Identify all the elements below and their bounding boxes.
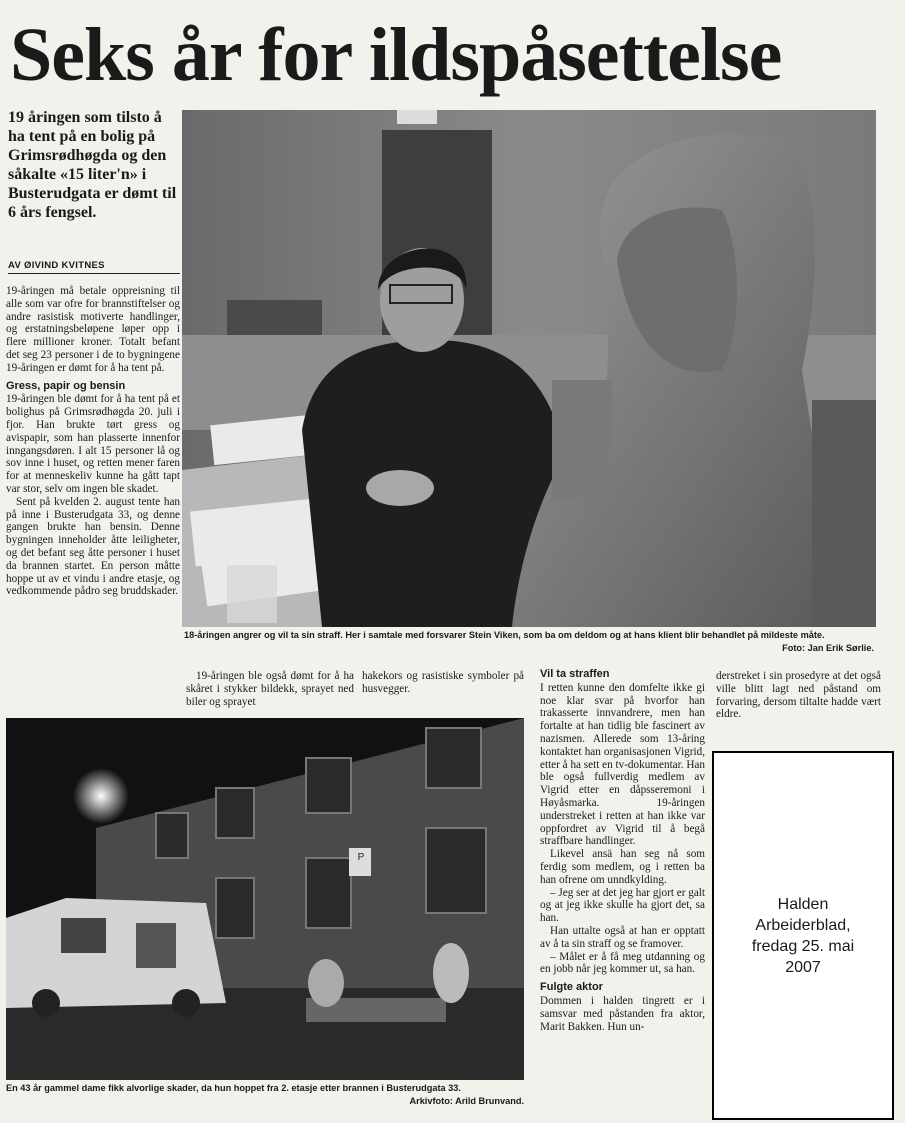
headline: Seks år for ildspåsettelse	[10, 13, 782, 97]
subhead-vil-ta-straffen: Vil ta straffen	[540, 668, 610, 680]
intro-paragraph: 19-åringen må betale oppreisning til alle som var ofre for brannstiftelser og andre rasistisk motiverte handlinger, og erstatningsbeløpene løper opp i flere millioner kroner. Totalt befant det seg 23 personer i de to bygningene 19-åringen er dømt for å ha tent på.	[6, 285, 180, 374]
sign-label: P	[357, 852, 365, 863]
body-paragraph: Likevel ansä han seg nå som ferdig som medlem, og i retten ba han ofrene om unndkylding.	[540, 848, 705, 886]
body-paragraph: derstreket i sin prosedyre at det også ville blitt lagt ned påstand om forvaring, dersom tiltalte hadde vært eldre.	[716, 670, 881, 721]
subhead-gress: Gress, papir og bensin	[6, 379, 126, 392]
source-line: 2007	[785, 958, 821, 976]
subhead-fulgte-aktor: Fulgte aktor	[540, 981, 603, 994]
byline: AV ØIVIND KVITNES	[8, 260, 180, 274]
body-paragraph: Han uttalte også at han er opptatt av å ta sin straff og se framover.	[540, 924, 705, 950]
body-paragraph: – Jeg ser at det jeg har gjort er galt og at jeg ikke skulle ha gjort det, sa han.	[540, 886, 706, 925]
source-line: Halden	[777, 895, 829, 913]
photo-credit: Arkivfoto: Arild Brunvand.	[409, 1096, 524, 1106]
source-line: Arbeiderblad,	[755, 916, 851, 934]
photo-caption	[6, 1083, 524, 1094]
column-3	[362, 670, 524, 696]
body-paragraph: 19-åringen ble dømt for å ha tent på et bolighus på Grimsrødhøgda 20. juli i fjor. Han brukte tørt gress og avispapir, som han plasserte innenfor inngangsdøren. I alt 15 personer lå og sov inne i huset, og retten mener faren for at menneskeliv kunne ha gått tapt var stor, selv om ingen ble skadet.	[6, 393, 180, 495]
column-4	[540, 668, 705, 1033]
photo-credit: Foto: Jan Erik Sørlie.	[782, 643, 874, 653]
caption-text: En 43 år gammel dame fikk alvorlige skader, da hun hoppet fra 2. etasje etter brannen i Busterudgata 33.	[6, 1083, 461, 1093]
body-paragraph: 19-åringen ble også dømt for å ha skåret i stykker bildekk, sprayet ned biler og sprayet	[186, 670, 354, 708]
photo-caption	[184, 630, 874, 641]
source-text	[723, 894, 883, 978]
caption-text: 18-åringen angrer og vil ta sin straff. Her i samtale med forsvarer Stein Viken, som ba om deldom og at hans klient blir behandlet på mildeste måte.	[184, 630, 825, 640]
body-paragraph: I retten kunne den domfelte ikke gi noe klar svar på hvorfor han trakasserte innvandrere, men han fortalte at han tidlig ble fascinert av nazismen. Allerede som 13-åring kontaktet han organisasjonen Vigrid, etter å ha sett en tv-dokumentar. Han ble også fullverdig medlem av Vigrid etter en dåpsseremoni i Høyåsmarka. 19-åringen understreket i retten at han ikke var oppfordret av Vigrid til å begå straffbare handlinger.	[540, 681, 705, 848]
body-paragraph: hakekors og rasistiske symboler på husvegger.	[362, 670, 524, 695]
building-photo	[6, 718, 524, 1080]
source-box	[712, 751, 894, 1120]
column-2	[186, 670, 354, 708]
column-5	[716, 670, 881, 721]
body-paragraph: – Målet er å få meg utdanning og en jobb når jeg kommer ut, sa han.	[540, 950, 705, 976]
source-line: fredag 25. mai	[751, 937, 855, 955]
body-paragraph: Dommen i halden tingrett er i samsvar med påstanden fra aktor, Marit Bakken. Hun un-	[540, 994, 705, 1033]
courtroom-photo-image	[182, 110, 876, 627]
body-paragraph: Sent på kvelden 2. august tente han på inne i Busterudgata 33, og denne gangen brukte han bensin. Denne bygningen inneholder åtte leiligheter, og det befant seg åtte personer i huset da brannen startet. En person måtte hoppe ut av et vindu i andre etasje, og vedkommende pådro seg bruddskader.	[6, 495, 180, 598]
courtroom-photo	[182, 110, 876, 627]
lead-paragraph: 19 åringen som tilsto å ha tent på en bolig på Grimsrødhøgda og den såkalte «15 liter'n» i Busterudgata er dømt til 6 års fengsel.	[8, 109, 177, 221]
column-1-top	[6, 285, 180, 598]
building-photo-image	[6, 718, 524, 1080]
